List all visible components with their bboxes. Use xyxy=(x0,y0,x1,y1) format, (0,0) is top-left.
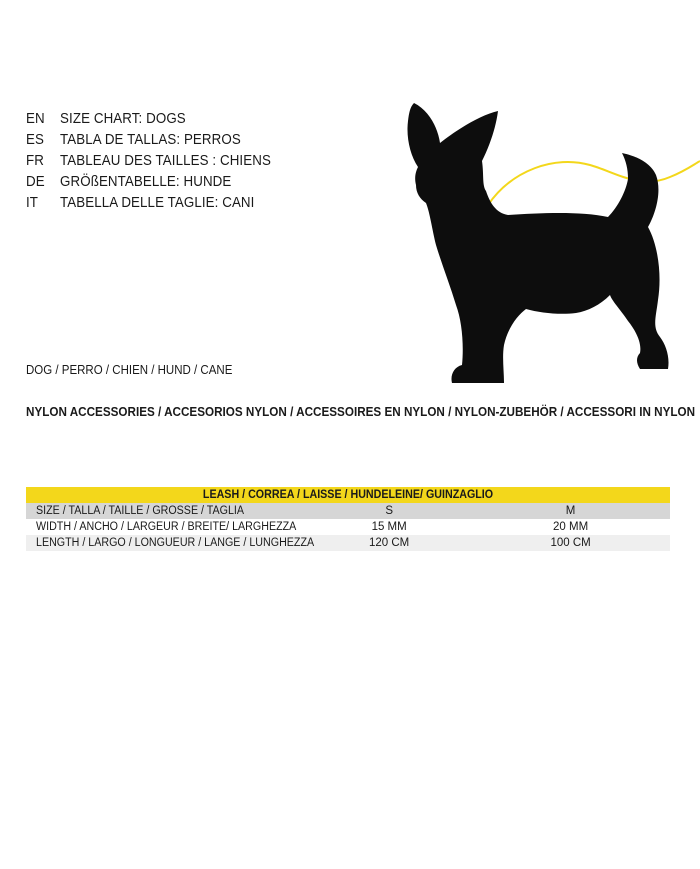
table-row-width xyxy=(26,519,670,535)
cell-size-m: M xyxy=(519,503,622,519)
language-title: TABELLA DELLE TAGLIE: CANI xyxy=(60,194,255,211)
table-header-row xyxy=(26,487,670,503)
dog-silhouette-icon xyxy=(400,95,700,390)
cell-width-m: 20 MM xyxy=(519,519,622,535)
dog-body xyxy=(407,103,668,383)
cell-spacer xyxy=(440,535,519,551)
language-row-en xyxy=(26,108,271,129)
language-code: IT xyxy=(26,194,39,211)
table-row-length xyxy=(26,535,670,551)
row-label xyxy=(26,519,338,535)
cell-length-s: 120 CM xyxy=(338,535,441,551)
cell-spacer xyxy=(440,503,519,519)
language-title: GRÖßENTABELLE: HUNDE xyxy=(60,173,232,190)
cell-spacer xyxy=(622,535,670,551)
cell-spacer xyxy=(440,519,519,535)
leash-line xyxy=(488,161,700,205)
language-code: DE xyxy=(26,173,45,190)
language-row-fr xyxy=(26,150,271,171)
table-row-size xyxy=(26,503,670,519)
row-label-text: LENGTH / LARGO / LONGUEUR / LÄNGE / LUNGHEZZA xyxy=(36,537,315,549)
language-list xyxy=(26,108,292,213)
language-row-it xyxy=(26,192,271,213)
cell-spacer xyxy=(622,519,670,535)
row-label xyxy=(26,503,338,519)
language-title: SIZE CHART: DOGS xyxy=(60,110,186,127)
row-label xyxy=(26,535,338,551)
table-header-text: LEASH / CORREA / LAISSE / HUNDELEINE/ GUINZAGLIO xyxy=(202,489,494,501)
language-code: EN xyxy=(26,110,45,127)
language-code: ES xyxy=(26,131,44,148)
cell-size-s: S xyxy=(338,503,441,519)
table-header xyxy=(26,487,670,503)
dog-label: DOG / PERRO / CHIEN / HUND / CANE xyxy=(26,363,233,377)
row-label-text: WIDTH / ANCHO / LARGEUR / BREITE/ LARGHEZZA xyxy=(36,521,297,533)
language-row-es xyxy=(26,129,271,150)
language-title: TABLEAU DES TAILLES : CHIENS xyxy=(60,152,271,169)
cell-spacer xyxy=(622,503,670,519)
section-title: NYLON ACCESSORIES / ACCESORIOS NYLON / ACCESSOIRES EN NYLON / NYLON-ZUBEHÖR / ACCESSORI IN NYLON xyxy=(26,405,696,419)
language-row-de xyxy=(26,171,271,192)
cell-width-s: 15 MM xyxy=(338,519,441,535)
cell-length-m: 100 CM xyxy=(519,535,622,551)
language-title: TABLA DE TALLAS: PERROS xyxy=(60,131,241,148)
size-table xyxy=(26,487,670,551)
language-code: FR xyxy=(26,152,44,169)
row-label-text: SIZE / TALLA / TAILLE / GRÖSSE / TAGLIA xyxy=(36,505,245,517)
